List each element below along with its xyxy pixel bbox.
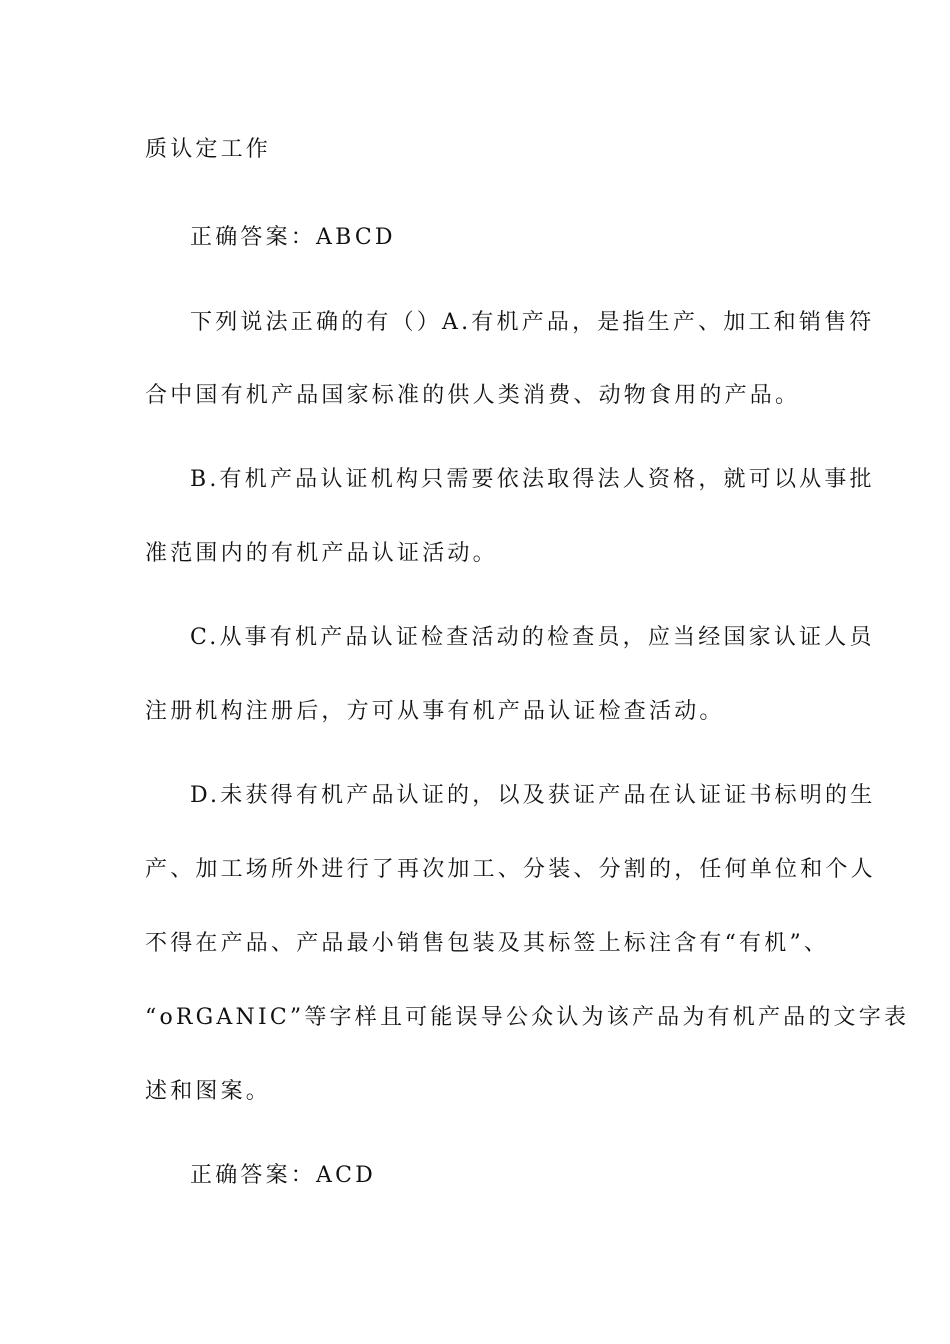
option-d-continuation-2: 不得在产品、产品最小销售包装及其标签上标注含有“有机”、	[145, 931, 830, 956]
option-d-continuation-3: “oRGANIC”等字样且可能误导公众认为该产品为有机产品的文字表	[145, 1005, 910, 1030]
option-b-line: B.有机产品认证机构只需要依法取得法人资格，就可以从事批	[190, 467, 875, 492]
answer-line-2: 正确答案：ACD	[190, 1163, 376, 1188]
text-line-continuation: 质认定工作	[145, 137, 272, 162]
answer-line-1: 正确答案：ABCD	[190, 225, 396, 250]
option-c-continuation: 注册机构注册后，方可从事有机产品认证检查活动。	[145, 699, 725, 724]
option-d-line: D.未获得有机产品认证的，以及获证产品在认证证书标明的生	[190, 783, 876, 808]
option-b-continuation: 准范围内的有机产品认证活动。	[145, 541, 498, 566]
option-c-line: C.从事有机产品认证检查活动的检查员，应当经国家认证人员	[190, 625, 875, 650]
option-d-continuation-4: 述和图案。	[145, 1079, 272, 1104]
question-line: 下列说法正确的有（）A.有机产品，是指生产、加工和销售符	[190, 310, 875, 335]
option-a-continuation: 合中国有机产品国家标准的供人类消费、动物食用的产品。	[145, 383, 801, 408]
option-d-continuation-1: 产、加工场所外进行了再次加工、分装、分割的，任何单位和个人	[145, 857, 876, 882]
